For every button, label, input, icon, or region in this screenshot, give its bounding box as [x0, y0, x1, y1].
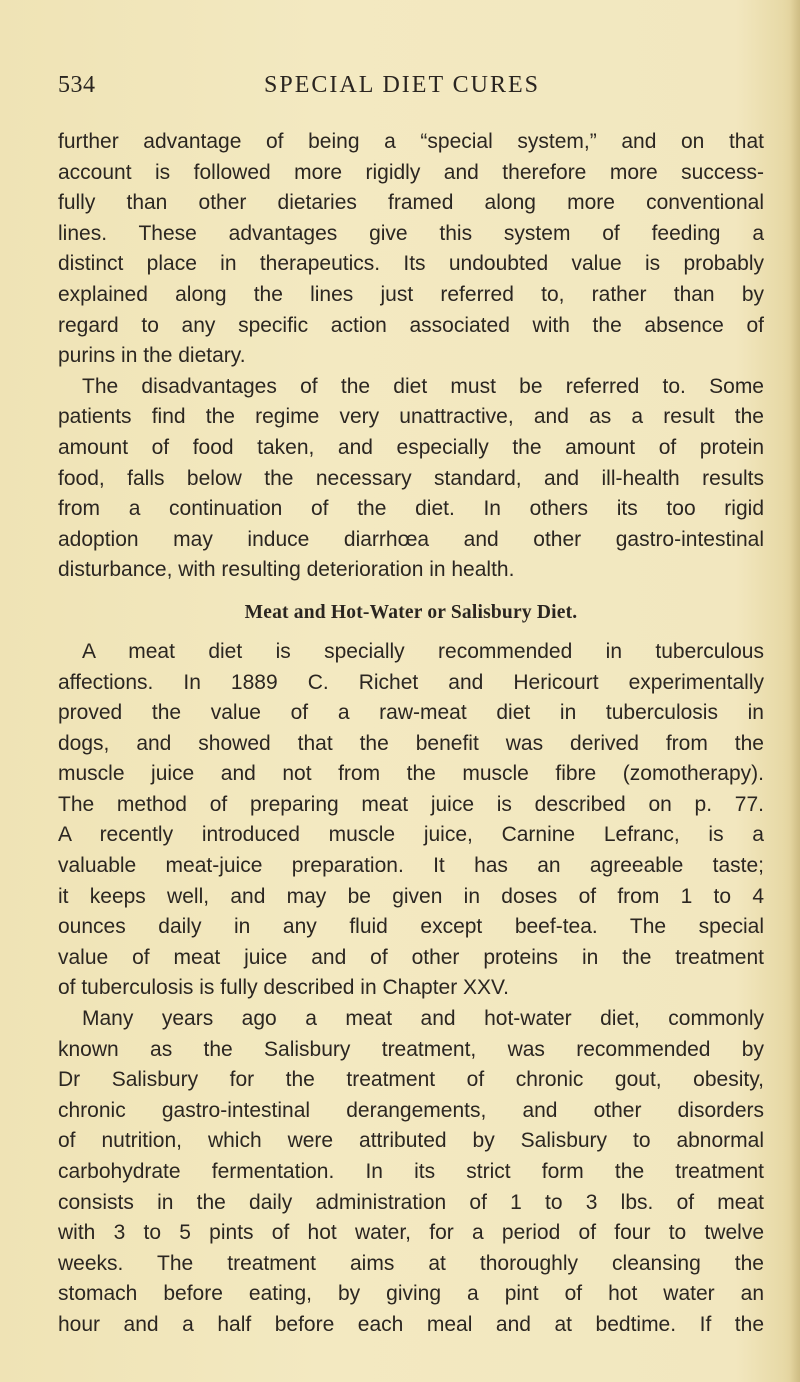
text-line: chronic gastro-intestinal derangements, and other disorders	[58, 1098, 764, 1122]
text-line: Dr Salisbury for the treatment of chronic gout, obesity,	[58, 1068, 764, 1092]
text-line: purins in the dietary.	[58, 344, 246, 368]
text-line: disturbance, with resulting deterioration in health.	[58, 558, 515, 582]
text-line: consists in the daily administration of 1 to 3 lbs. of meat	[58, 1190, 764, 1214]
text-line: hour and a half before each meal and at bedtime. If the	[58, 1312, 764, 1336]
text-line: valuable meat-juice preparation. It has an agreeable taste;	[58, 854, 764, 878]
text-line: explained along the lines just referred to, rather than by	[58, 282, 764, 306]
text-line: proved the value of a raw-meat diet in tuberculosis in	[58, 701, 764, 725]
text-line: fully than other dietaries framed along more conventional	[58, 191, 764, 215]
text-line: food, falls below the necessary standard, and ill-health results	[58, 466, 764, 490]
text-line: stomach before eating, by giving a pint of hot water an	[58, 1282, 764, 1306]
text-line: of tuberculosis is fully described in Chapter XXV.	[58, 976, 509, 1000]
text-line: value of meat juice and of other proteins in the treatment	[58, 945, 764, 969]
paragraph-2	[58, 372, 764, 586]
text-line: of nutrition, which were attributed by Salisbury to abnormal	[58, 1129, 764, 1153]
page-number: 534	[58, 72, 96, 98]
text-line: account is followed more rigidly and therefore more success-	[58, 160, 764, 184]
text-line: known as the Salisbury treatment, was recommended by	[58, 1037, 764, 1061]
paragraph-4	[58, 1004, 764, 1341]
text-line: A meat diet is specially recommended in tuberculous	[82, 639, 764, 663]
text-line: weeks. The treatment aims at thoroughly cleansing the	[58, 1251, 764, 1275]
text-line: it keeps well, and may be given in doses of from 1 to 4	[58, 884, 764, 908]
text-line: from a continuation of the diet. In others its too rigid	[58, 497, 764, 521]
text-line: amount of food taken, and especially the amount of protein	[58, 435, 764, 459]
text-line: The disadvantages of the diet must be referred to. Some	[82, 374, 764, 398]
text-line: The method of preparing meat juice is described on p. 77.	[58, 792, 764, 816]
section-heading: Meat and Hot-Water or Salisbury Diet.	[244, 601, 578, 623]
text-line: adoption may induce diarrhœa and other gastro-intestinal	[58, 527, 764, 551]
text-line: ounces daily in any fluid except beef-tea. The special	[58, 915, 764, 939]
page-header	[58, 72, 762, 112]
body-text	[58, 127, 764, 1341]
paragraph-1	[58, 127, 764, 372]
text-line: regard to any specific action associated with the absence of	[58, 313, 764, 337]
text-line: A recently introduced muscle juice, Carnine Lefranc, is a	[58, 823, 764, 847]
paragraph-3	[58, 637, 764, 1004]
text-line: with 3 to 5 pints of hot water, for a period of four to twelve	[58, 1221, 764, 1245]
text-line: Many years ago a meat and hot-water diet, commonly	[82, 1007, 764, 1031]
text-line: lines. These advantages give this system of feeding a	[58, 221, 764, 245]
page-edge-shadow	[790, 0, 800, 1382]
text-line: patients find the regime very unattractive, and as a result the	[58, 405, 764, 429]
text-line: distinct place in therapeutics. Its undoubted value is probably	[58, 252, 764, 276]
running-head: SPECIAL DIET CURES	[264, 72, 541, 98]
text-line: affections. In 1889 C. Richet and Hericourt experimentally	[58, 670, 764, 694]
text-line: muscle juice and not from the muscle fibre (zomotherapy).	[58, 762, 764, 786]
text-line: dogs, and showed that the benefit was derived from the	[58, 731, 764, 755]
text-line: carbohydrate fermentation. In its strict form the treatment	[58, 1160, 764, 1183]
text-line: further advantage of being a “special system,” and on that	[58, 130, 764, 153]
